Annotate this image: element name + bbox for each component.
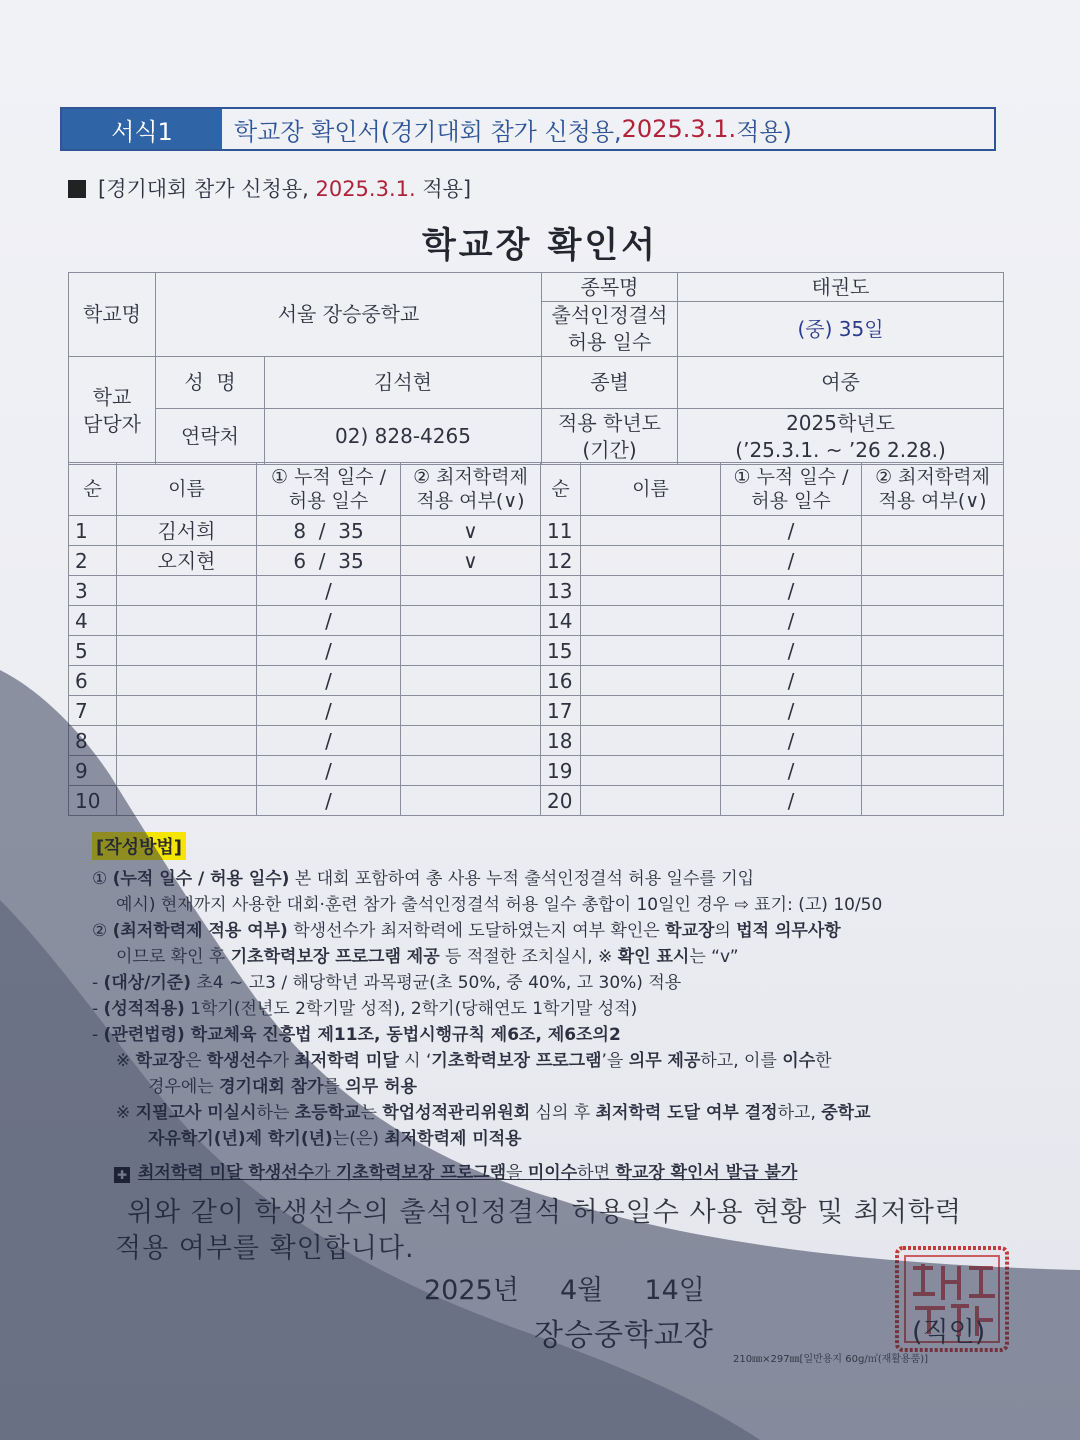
days-used: / [721, 726, 862, 756]
seal-label: (직인) [912, 1317, 986, 1348]
days-used: / [257, 666, 401, 696]
square-bullet-icon [68, 180, 86, 198]
days-used: / [721, 636, 862, 666]
table-row [69, 606, 1004, 636]
table-row [69, 546, 1004, 576]
sub-heading: [경기대회 참가 신청용, 2025.3.1. 적용] [68, 173, 471, 203]
athlete-name: 오지현 [117, 546, 257, 576]
sport-label: 종목명 [542, 273, 678, 302]
min-academic-check [401, 576, 541, 606]
days-used: 6 / 35 [257, 546, 401, 576]
row-number: 3 [69, 576, 117, 606]
min-academic-check [862, 606, 1004, 636]
col-days: ① 누적 일수 / 허용 일수 [721, 463, 862, 516]
row-number: 1 [69, 516, 117, 546]
table-row [69, 786, 1004, 816]
row-number: 10 [69, 786, 117, 816]
athlete-roster-table [68, 462, 1004, 816]
row-number: 16 [541, 666, 581, 696]
roster-header-row [69, 463, 1004, 516]
days-used: / [721, 696, 862, 726]
athlete-name [581, 666, 721, 696]
col-no: 순 [541, 463, 581, 516]
form-header-title: 학교장 확인서(경기대회 참가 신청용, 2025.3.1. 적용) [234, 115, 792, 146]
days-used: / [257, 756, 401, 786]
row-number: 12 [541, 546, 581, 576]
category-label: 종별 [542, 357, 678, 409]
days-used: / [257, 576, 401, 606]
school-info-table [68, 272, 1004, 465]
min-academic-check [862, 666, 1004, 696]
row-number: 17 [541, 696, 581, 726]
document-title: 학교장 확인서 [421, 226, 659, 266]
form-header-bar [60, 107, 996, 151]
instructions-section: [작성방법] ① (누적 일수 / 허용 일수) 본 대회 포함하여 총 사용 누적 출석인정결석 허용 일수를 기입 예시) 현재까지 사용한 대회·훈련 참가 출석인정결석 허용 일수 총합이 10일인 경우 ⇨ 표기: (고) 10/50 ② (최저학력제 적용 여부) 학생선수가 최저학력에 도달하였는지 여부 확인은 학교장의 법적 의무사항 이므로 확인 후 기초학력보장 프로그램 제공 등 적절한 조치실시, ※ 확인 표시는 “v” - (대상/기준) 초4 ~ 고3 / 해당학년 과목평균(초 50%, 중 40%, 고 30%) 적용 - (성적적용) 1학기(전년도 2학기말 성적), 2학기(당해연도 1학기말 성적) - (관련법령) 학교체육 진흥법 제11조, 동법시행규칙 제6조, 제6조의2 ※ 학교장은 학생선수가 최저학력 미달 시 ‘기초학력보장 프로그램’을 의무 제공하고, 이를 이수한 경우에는 경기대회 참가를 의무 허용 ※ 지필고사 미실시하는 초등학교는 학업성적관리위원회 심의 후 최저학력 도달 여부 결정하고, 중학교 자유학기(년)제 학기(년)는(은) 최저학력제 미적용 [92, 832, 1012, 1152]
row-number: 8 [69, 726, 117, 756]
athlete-name [117, 756, 257, 786]
table-row [69, 696, 1004, 726]
school-year-label: 적용 학년도 (기간) [542, 409, 678, 465]
school-year-value: 2025학년도 (’25.3.1. ~ ’26 2.28.) [678, 409, 1004, 465]
days-used: / [721, 576, 862, 606]
row-number: 4 [69, 606, 117, 636]
row-number: 2 [69, 546, 117, 576]
col-name: 이름 [581, 463, 721, 516]
min-academic-check [862, 786, 1004, 816]
min-academic-check [862, 696, 1004, 726]
table-row [69, 636, 1004, 666]
principal-signature: 장승중학교장 [534, 1318, 714, 1353]
days-used: / [257, 696, 401, 726]
min-academic-check [862, 576, 1004, 606]
paper-spec: 210㎜×297㎜[일반용지 60g/㎡(재활용품)] [733, 1354, 929, 1365]
school-name-label: 학교명 [69, 273, 156, 357]
row-number: 6 [69, 666, 117, 696]
contact-value: 02) 828-4265 [265, 409, 542, 465]
days-used: / [721, 516, 862, 546]
row-number: 5 [69, 636, 117, 666]
min-academic-check [401, 606, 541, 636]
col-name: 이름 [117, 463, 257, 516]
days-used: / [257, 726, 401, 756]
col-min-academic: ② 최저학력제 적용 여부(∨) [862, 463, 1004, 516]
athlete-name [117, 636, 257, 666]
confirmation-statement: 위와 같이 학생선수의 출석인정결석 허용일수 사용 현황 및 최저학력 적용 여부를 확인합니다. [115, 1197, 962, 1264]
category-value: 여중 [678, 357, 1004, 409]
min-academic-check [401, 636, 541, 666]
athlete-name: 김서희 [117, 516, 257, 546]
table-row [69, 576, 1004, 606]
staff-label: 학교 담당자 [69, 357, 156, 465]
min-academic-check [862, 636, 1004, 666]
athlete-name [117, 606, 257, 636]
days-used: 8 / 35 [257, 516, 401, 546]
plus-box-icon: ✚ [114, 1167, 130, 1183]
min-academic-check [862, 726, 1004, 756]
attendance-allowance-label: 출석인정결석 허용 일수 [542, 302, 678, 357]
min-academic-check [401, 696, 541, 726]
days-used: / [257, 636, 401, 666]
athlete-name [581, 546, 721, 576]
instructions-label: [작성방법] [92, 832, 186, 860]
min-academic-check [862, 756, 1004, 786]
row-number: 13 [541, 576, 581, 606]
athlete-name [117, 786, 257, 816]
sport-value: 태권도 [678, 273, 1004, 302]
min-academic-check [401, 726, 541, 756]
min-academic-check [862, 546, 1004, 576]
athlete-name [117, 576, 257, 606]
row-number: 11 [541, 516, 581, 546]
row-number: 18 [541, 726, 581, 756]
min-academic-check: ∨ [401, 546, 541, 576]
table-row [69, 666, 1004, 696]
staff-name-value: 김석현 [265, 357, 542, 409]
athlete-name [117, 666, 257, 696]
table-row [69, 756, 1004, 786]
staff-name-label: 성 명 [156, 357, 265, 409]
athlete-name [581, 756, 721, 786]
athlete-name [581, 606, 721, 636]
col-no: 순 [69, 463, 117, 516]
days-used: / [721, 786, 862, 816]
min-academic-check: ∨ [401, 516, 541, 546]
athlete-name [117, 726, 257, 756]
row-number: 7 [69, 696, 117, 726]
athlete-name [581, 786, 721, 816]
table-row [69, 726, 1004, 756]
row-number: 14 [541, 606, 581, 636]
min-academic-check [862, 516, 1004, 546]
min-academic-check [401, 666, 541, 696]
days-used: / [721, 756, 862, 786]
row-number: 19 [541, 756, 581, 786]
school-name-value: 서울 장승중학교 [156, 273, 542, 357]
min-academic-check [401, 756, 541, 786]
days-used: / [721, 666, 862, 696]
issuance-notice: ✚ 최저학력 미달 학생선수가 기초학력보장 프로그램을 미이수하면 학교장 확인서 발급 불가 [114, 1158, 797, 1183]
days-used: / [721, 546, 862, 576]
col-min-academic: ② 최저학력제 적용 여부(∨) [401, 463, 541, 516]
athlete-name [581, 516, 721, 546]
issue-date: 2025년 4월 14일 [424, 1275, 705, 1306]
athlete-name [581, 576, 721, 606]
athlete-name [581, 636, 721, 666]
col-days: ① 누적 일수 / 허용 일수 [257, 463, 401, 516]
contact-label: 연락처 [156, 409, 265, 465]
athlete-name [581, 696, 721, 726]
athlete-name [117, 696, 257, 726]
min-academic-check [401, 786, 541, 816]
days-used: / [257, 606, 401, 636]
row-number: 15 [541, 636, 581, 666]
row-number: 20 [541, 786, 581, 816]
row-number: 9 [69, 756, 117, 786]
form-number-tag: 서식1 [62, 109, 222, 149]
days-used: / [257, 786, 401, 816]
days-used: / [721, 606, 862, 636]
attendance-allowance-value: (중) 35일 [678, 302, 1004, 357]
table-row [69, 516, 1004, 546]
athlete-name [581, 726, 721, 756]
